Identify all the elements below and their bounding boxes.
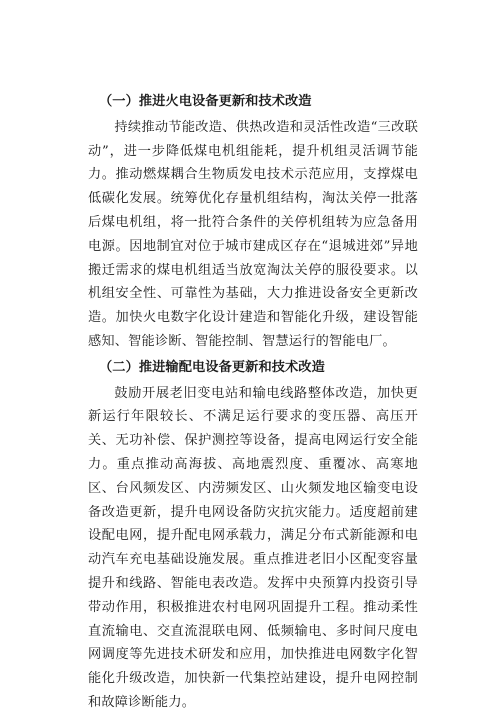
section-heading-thermal-power: （一）推进火电设备更新和技术改造 bbox=[99, 94, 312, 109]
section-paragraph-power-grid: 鼓励开展老旧变电站和输电线路整体改造，加快更新运行年限较长、不满足运行要求的变压器、高压开关、无功补偿、保护测控等设备，提高电网运行安全能力。重点推动高海拔、高地震烈度、重覆冰、高寒地区、台风频发区、内涝频发区、山火频发地区输变电设备改造更新，提升电网设备防灾抗灾能力。适度超前建设配电网，提升配电网承载力，满足分布式新能源和电动汽车充电基础设施发展。重点推进老旧小区配变容量提升和线路、智能电表改造。发挥中央预算内投资引导带动作用，积极推进农村电网巩固提升工程。推动柔性直流输电、交直流混联电网、低频输电、多时间尺度电网调度等先进技术研发和应用，加快推进电网数字化智能化升级改造，加快新一代集控站建设，提升电网控制和故障诊断能力。 bbox=[88, 385, 418, 710]
section-heading-power-grid: （二）推进输配电设备更新和技术改造 bbox=[99, 359, 325, 375]
document-body bbox=[88, 90, 418, 715]
section-paragraph-thermal-power: 持续推动节能改造、供热改造和灵活性改造“三改联动”，进一步降低煤电机组能耗，提升机组灵活调节能力。推动燃煤耦合生物质发电技术示范应用，支撑煤电低碳化发展。统筹优化存量机组结构，淘汰关停一批落后煤电机组，将一批符合条件的关停机组转为应急备用电源。因地制宜对位于城市建成区存在“退城进郊”异地搬迁需求的煤电机组适当放宽淘汰关停的服役要求。以机组安全性、可靠性为基础，大力推进设备安全更新改造。加快火电数字化设计建造和智能化升级，建设智能感知、智能诊断、智能控制、智慧运行的智能电厂。 bbox=[88, 119, 418, 349]
